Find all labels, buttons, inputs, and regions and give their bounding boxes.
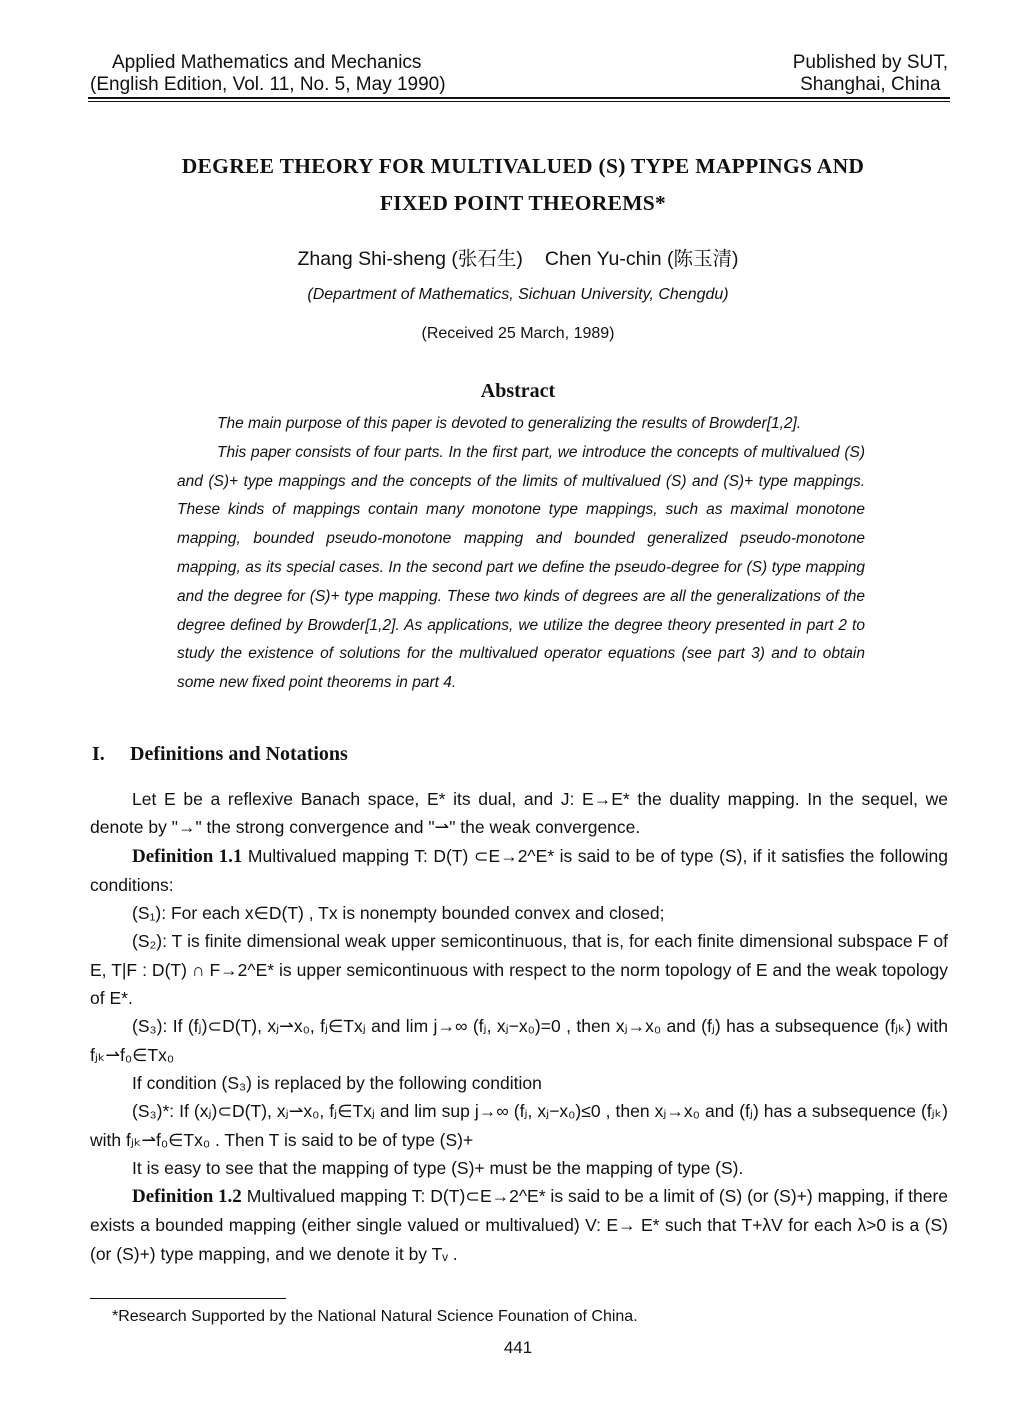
received-date: (Received 25 March, 1989) (421, 325, 615, 342)
definition-1-1 (90, 842, 948, 900)
condition-s2: (S₂): T is finite dimensional weak upper semicontinuous, that is, for each finite dimensional subspace F of E, T|F : D(T) ∩ F→2^E* is upper semicontinuous with respect to the norm topology of E and the weak topology of E*. (90, 931, 948, 1009)
journal-line-2: (English Edition, Vol. 11, No. 5, May 1990) (90, 74, 446, 95)
definition-1-2-text: Multivalued mapping T: D(T)⊂E→2^E* is said to be a limit of (S) (or (S)+) mapping, if there exists a bounded mapping (either single valued or multivalued) V: E→ E* such that T+λV for each λ>0 is a (S) (or (S)+) type mapping, and we denote it by Tᵥ . (90, 1186, 949, 1264)
paper-title (100, 148, 946, 222)
intro-paragraph: Let E be a reflexive Banach space, E* its dual, and J: E→E* the duality mapping. In the sequel, we denote by "→" the strong convergence and "⇀" the weak convergence. (90, 789, 948, 838)
publisher-info (793, 52, 948, 96)
definition-1-1-text: Multivalued mapping T: D(T) ⊂E→2^E* is said to be of type (S), if it satisfies the following conditions: (90, 845, 948, 895)
definition-1-2-label: Definition 1.2 (132, 1186, 242, 1208)
author-list (0, 243, 1036, 271)
abstract-heading: Abstract (480, 380, 556, 402)
replacement-note: If condition (S₃) is replaced by the following condition (132, 1072, 542, 1093)
footnote: *Research Supported by the National Natural Science Founation of China. (112, 1308, 638, 1325)
header-rule-thin (88, 101, 950, 102)
definition-1-2 (90, 1182, 948, 1268)
journal-info (90, 52, 446, 96)
affiliation: (Department of Mathematics, Sichuan University, Chengdu) (307, 286, 729, 303)
easy-remark: It is easy to see that the mapping of type (S)+ must be the mapping of type (S). (132, 1157, 744, 1178)
title-line-1: DEGREE THEORY FOR MULTIVALUED (S) TYPE MAPPINGS AND (181, 154, 865, 178)
condition-s3-star: (S₃)*: If (xⱼ)⊂D(T), xⱼ⇀x₀, fⱼ∈Txⱼ and lim sup j→∞ (fⱼ, xⱼ−x₀)≤0 , then xⱼ→x₀ and (fⱼ) has a subsequence (fⱼₖ) with fⱼₖ⇀f₀∈Tx₀ . Then T is said to be of type (S)+ (90, 1101, 948, 1150)
section-heading (92, 743, 348, 766)
section-title: Definitions and Notations (130, 743, 348, 765)
condition-s3: (S₃): If (fⱼ)⊂D(T), xⱼ⇀x₀, fⱼ∈Txⱼ and lim j→∞ (fⱼ, xⱼ−x₀)=0 , then xⱼ→x₀ and (fⱼ) has a subsequence (fⱼₖ) with fⱼₖ⇀f₀∈Tx₀ (90, 1016, 948, 1065)
definition-1-1-label: Definition 1.1 (132, 845, 243, 867)
publisher-line-2: Shanghai, China (800, 74, 941, 95)
author-1: Zhang Shi-sheng (张石生) (297, 248, 523, 270)
publisher-line-1: Published by SUT, (792, 52, 948, 73)
abstract-sentence-1: The main purpose of this paper is devoted to generalizing the results of Browder[1,2]. (217, 415, 802, 432)
main-text (90, 785, 948, 1268)
section-number: I. (92, 743, 105, 765)
abstract-body (177, 410, 865, 698)
abstract-paragraph: This paper consists of four parts. In the first part, we introduce the concepts of multivalued (S) and (S)+ type mappings and the concepts of the limits of multivalued (S) and (S)+ type mappings. These kinds of mappings contain many monotone type mappings, such as maximal monotone mapping, bounded pseudo-monotone mapping and bounded generalized pseudo-monotone mapping, as its special cases. In the second part we define the pseudo-degree for (S) type mapping and the degree for (S)+ type mapping. These two kinds of degrees are all the generalizations of the degree defined by Browder[1,2]. As applications, we utilize the degree theory presented in part 2 to study the existence of solutions for the multivalued operator equations (see part 3) and to obtain some new fixed point theorems in part 4. (177, 443, 865, 692)
condition-s1: (S₁): For each x∈D(T) , Tx is nonempty bounded convex and closed; (132, 903, 665, 924)
author-2: Chen Yu-chin (陈玉清) (544, 248, 739, 270)
footnote-rule (90, 1298, 286, 1299)
running-header (90, 52, 948, 96)
page-number: 441 (503, 1338, 533, 1357)
title-line-2: FIXED POINT THEOREMS* (379, 191, 667, 215)
journal-line-1: Applied Mathematics and Mechanics (112, 52, 422, 73)
header-rule-thick (88, 97, 950, 99)
